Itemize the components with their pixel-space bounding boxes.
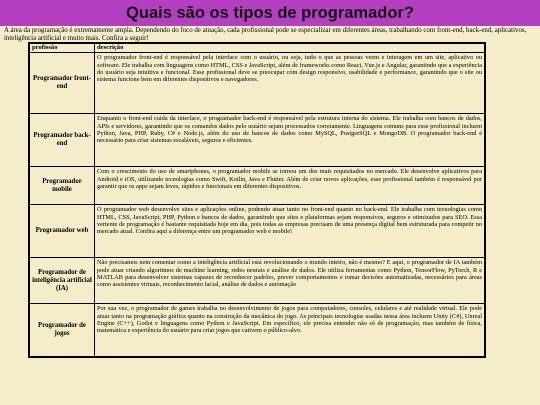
table-row [30, 53, 484, 113]
page-title: Quais são os tipos de programador? [126, 3, 414, 22]
cell-profissao: Programador web [30, 205, 94, 257]
intro-paragraph: A área da programação é extremamente ampla. Dependendo do foco de atuação, cada profissional pode se especializar em diferentes áreas, trabalhando com front-end, back-end, aplicativos, inteligência artificial e muito mais. Confira a seguir! [4, 27, 527, 42]
cell-profissao: Programador de jogos [30, 304, 94, 356]
page-header [0, 0, 540, 26]
cell-descricao: O programador web desenvolve sites e aplicações online, podendo atuar tanto no front-end quanto no back-end. Ele trabalha com tecnologias como HTML, CSS, JavaScript, PHP, Python e bancos de dados, garantindo que sites e plataformas sejam responsivos, seguros e otimizados para SEO. Essa vertente de programação é bastante requisitada hoje em dia, pois todas as empresas precisam de uma presença digital bem estruturada para competir no mercado atual. Confira aqui a diferença entre um programador web e mobile! [95, 205, 484, 257]
cell-profissao: Programador back-end [30, 114, 94, 166]
header-profissao: profissão [30, 44, 94, 52]
table-row [30, 304, 484, 356]
table-row [30, 205, 484, 257]
programmer-types-table [28, 42, 486, 358]
table-header-row [30, 44, 484, 52]
table-row [30, 114, 484, 166]
cell-descricao: Enquanto o front-end cuida da interface, o programador back-end é responsável pela estrutura interna do sistema. Ele trabalha com bancos de dados, APIs e servidores, garantindo que os comandos dados pelo usuário sejam processados corretamente. Linguagens comuns para esse profissional incluem Python, Java, PHP, Ruby, C# e Node.js, além do uso de bancos de dados como MySQL, PostgreSQL e MongoDB. O programador back-end é necessário para criar sistemas escaláveis, seguros e eficientes. [95, 114, 484, 166]
cell-profissao: Programador front-end [30, 53, 94, 113]
cell-profissao: Programador mobile [30, 167, 94, 204]
table-row [30, 258, 484, 303]
header-descricao: descrição [95, 44, 484, 52]
cell-descricao: Por sua vez, o programador de games trabalha no desenvolvimento de jogos para computadores, consoles, celulares e até realidade virtual. Ele pode atuar tanto na programação gráfica quanto na construção da mecânica do jogo. As principais tecnologias usadas nessa área incluem Unity (C#), Unreal Engine (C++), Godot e linguagens como Python e JavaScript. Em específico, ele precisa entender não só de programação, mas também de física, matemática e experiência do usuário para criar jogos que cativem o público-alvo. [95, 304, 484, 356]
cell-profissao: Programador de inteligência artificial (IA) [30, 258, 94, 303]
cell-descricao: Com o crescimento do uso de smartphones, o programador mobile se tornou um dos mais requisitados no mercado. Ele desenvolve aplicativos para Android e iOS, utilizando tecnologias como Swift, Kotlin, Java e Flutter. Além de criar novos aplicações, esse profissional também é responsável por garantir que os apps sejam leves, rápidos e funcionais em diferentes dispositivos. [95, 167, 484, 204]
table-row [30, 167, 484, 204]
cell-descricao: O programador front-end é responsável pela interface com o usuário, ou seja, tudo o que as pessoas veem e interagem em um site, aplicativo ou software. Ele trabalha com linguagens como HTML, CSS e JavaScript, além de frameworks como React, Vue.js e Angular, garantindo que a experiência do usuário seja intuitiva e funcional. Esse profissional deve se preocupar com design responsivo, usabilidade e performance, garantindo que o site ou sistema funcione bem em diferentes dispositivos e navegadores. [95, 53, 484, 113]
cell-descricao: Não precisamos nem comentar como a inteligência artificial está revolucionando o mundo inteiro, não é mesmo? E aqui, o programador de IA também pode atuar criando algoritmos de machine learning, redes neurais e análise de dados. Ele utiliza ferramentas como Python, TensorFlow, PyTorch, R e MATLAB para desenvolver sistemas capazes de reconhecer padrões, prever comportamentos e tomar decisões automatizadas, necessários para áreas como assistentes virtuais, reconhecimento facial, análise de dados e automação [95, 258, 484, 303]
